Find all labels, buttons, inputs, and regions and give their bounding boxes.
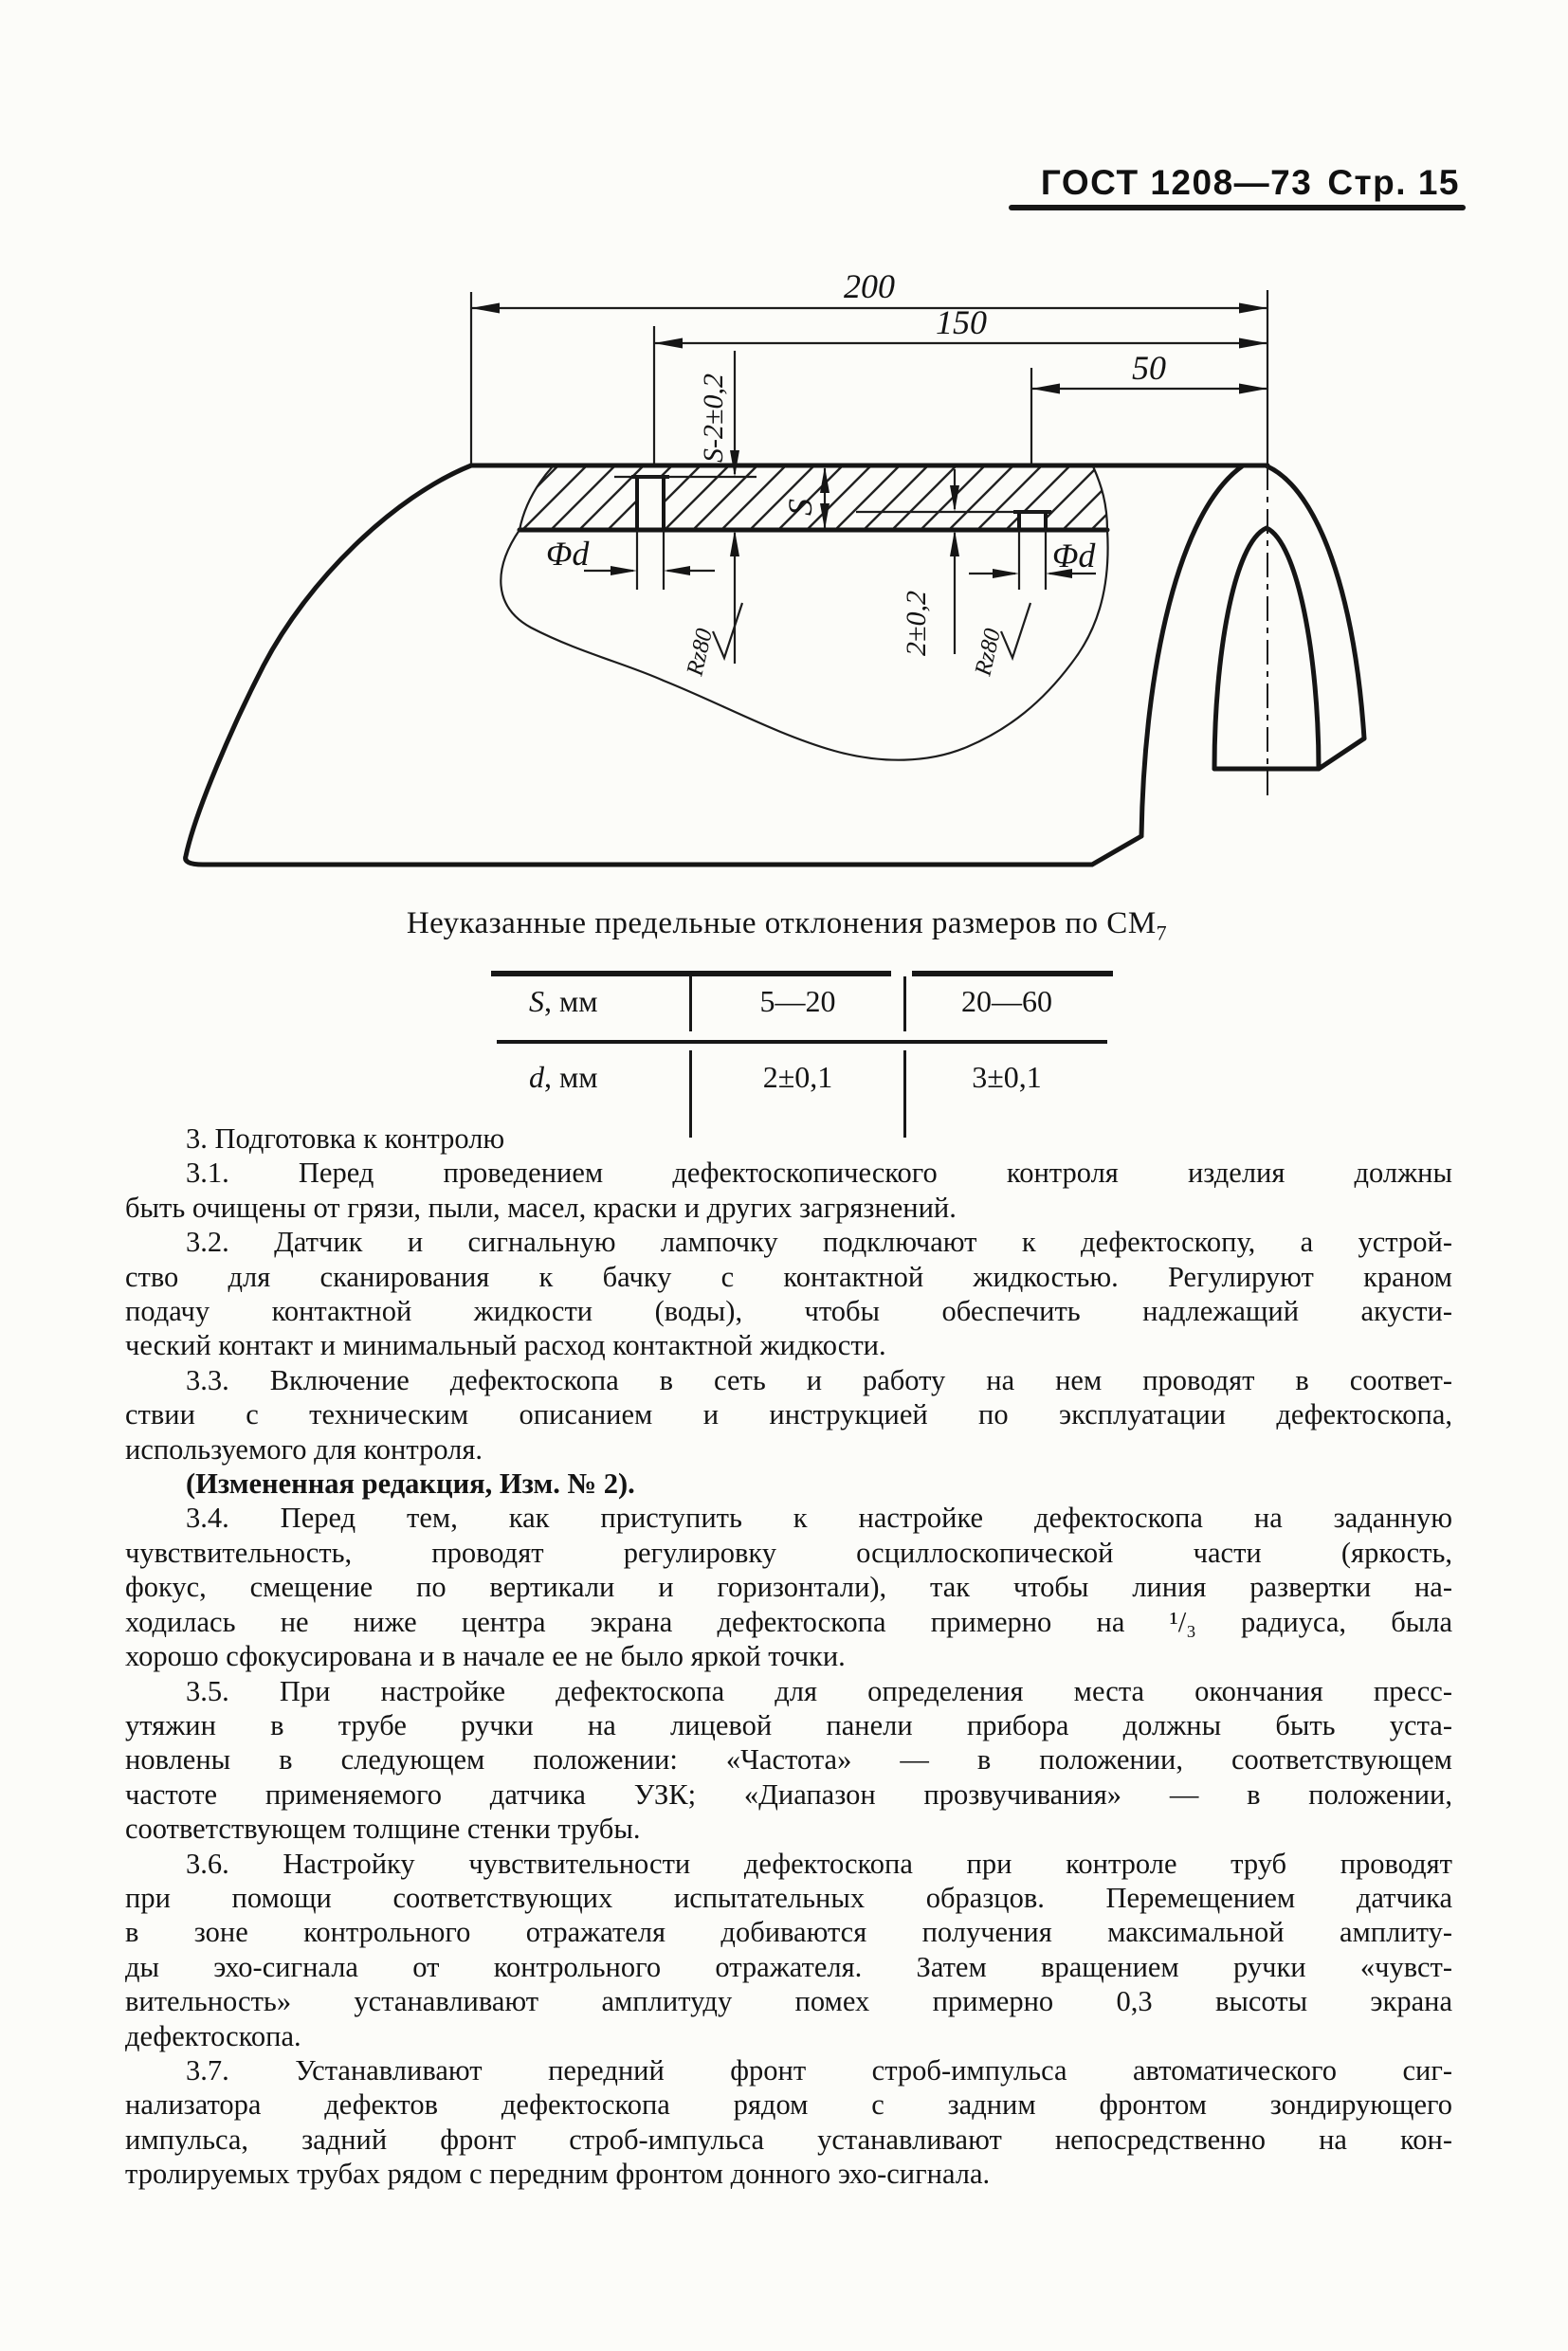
dimension-150 <box>654 303 1267 464</box>
param-s-unit: , мм <box>544 984 598 1018</box>
text-line: соответствующем толщине стенки трубы. <box>125 1813 641 1846</box>
depth-left-label: S-2±0,2 <box>698 374 729 463</box>
caption-subscript: 7 <box>1156 920 1168 945</box>
doc-number: ГОСТ 1208—73 <box>1040 163 1313 202</box>
param-d-unit: , мм <box>544 1060 598 1094</box>
text-line: хорошо сфокусирована и в начале ее не было яркой точки. <box>125 1640 846 1673</box>
text-line: 3.3. Включение дефектоскопа в сеть и работу на нем проводят в соответ- <box>186 1363 1452 1396</box>
table-cell-d-value2: 3±0,1 <box>972 1060 1042 1094</box>
text-line: чувствительность, проводят регулировку осциллоскопической части (яркость, <box>125 1536 1452 1569</box>
drawing-caption <box>123 906 1450 946</box>
text-line: тролируемых трубах рядом с передним фронтом донного эхо-сигнала. <box>125 2158 991 2191</box>
text-line: 3.6. Настройку чувствительности дефектоскопа при контроле труб проводят <box>186 1847 1452 1880</box>
text-line: 3.4. Перед тем, как приступить к настройке дефектоскопа на заданную <box>186 1502 1452 1535</box>
text-line: быть очищены от грязи, пыли, масел, краски и других загрязнений. <box>125 1191 957 1224</box>
page-number: Стр. 15 <box>1327 163 1460 202</box>
text-line: подачу контактной жидкости (воды), чтобы обеспечить надлежащий акусти- <box>125 1295 1452 1328</box>
body-text <box>125 1121 1452 2192</box>
text-line: фокус, смещение по вертикали и горизонтали), так чтобы линия развертки на- <box>125 1571 1452 1604</box>
text-line: вительность» устанавливают амплитуду помех примерно 0,3 высоты экрана <box>125 1985 1452 2018</box>
wall-thickness-label: S <box>781 499 819 516</box>
text-line: ды эхо-сигнала от контрольного отражателя. Затем вращением ручки «чувст- <box>125 1950 1452 1983</box>
caption-text: Неуказанные предельные отклонения размеров по СМ <box>406 906 1157 940</box>
text-line: ческий контакт и минимальный расход контактной жидкости. <box>125 1329 886 1362</box>
text-line: ходилась не ниже центра экрана дефектоскопа примерно на ¹/₃ радиуса, была <box>125 1605 1452 1638</box>
dim-200-label: 200 <box>844 267 895 305</box>
table-cell-d-value1: 2±0,1 <box>762 1060 833 1094</box>
roughness-right-label: Rz80 <box>970 626 1007 679</box>
text-line: нализатора дефектов дефектоскопа рядом с задним фронтом зондирующего <box>125 2088 1452 2122</box>
table-cell-s-range2: 20—60 <box>961 984 1052 1018</box>
dimension-hole-dia-right <box>969 537 1096 578</box>
dim-150-label: 150 <box>936 303 987 341</box>
text-line: используемого для контроля. <box>125 1432 483 1466</box>
text-line: (Измененная редакция, Изм. № 2). <box>186 1467 635 1501</box>
text-line: 3.5. При настройке дефектоскопа для определения места окончания пресс- <box>186 1674 1452 1707</box>
dimension-hole-dia-left <box>546 535 715 575</box>
text-line: при помощи соответствующих испытательных образцов. Перемещением датчика <box>125 1881 1452 1914</box>
dim-50-label: 50 <box>1132 349 1166 387</box>
text-line: 3.7. Устанавливают передний фронт строб-импульса автоматического сиг- <box>186 2053 1452 2087</box>
text-line: 3.2. Датчик и сигнальную лампочку подключают к дефектоскопу, а устрой- <box>186 1226 1452 1259</box>
text-line: ствии с техническим описанием и инструкцией по эксплуатации дефектоскопа, <box>125 1398 1452 1431</box>
hole-dia-right-label: Φd <box>1052 537 1096 574</box>
param-d-symbol: d <box>529 1060 544 1094</box>
hole-dia-left-label: Φd <box>546 535 590 573</box>
text-line: новлены в следующем положении: «Частота» — в положении, соответствующем <box>125 1743 1452 1777</box>
text-line: в зоне контрольного отражателя добиваются получения максимальной амплиту- <box>125 1916 1452 1949</box>
table-cell-s-range1: 5—20 <box>759 984 836 1018</box>
parameters-table <box>497 971 1107 1132</box>
roughness-left-label: Rz80 <box>682 626 719 679</box>
depth-right-label: 2±0,2 <box>901 591 932 656</box>
table-top-rule-right <box>912 971 1113 976</box>
table-row-param-s <box>529 984 598 1019</box>
table-mid-rule <box>497 1040 1107 1044</box>
text-line: дефектоскопа. <box>125 2019 301 2052</box>
text-line: 3.1. Перед проведением дефектоскопического контроля изделия должны <box>186 1157 1452 1190</box>
text-line: ство для сканирования к бачку с контактной жидкостью. Регулируют краном <box>125 1260 1452 1293</box>
param-s-symbol: S <box>529 984 544 1018</box>
dimension-50 <box>1031 349 1267 464</box>
text-line: утяжин в трубе ручки на лицевой панели прибора должны быть уста- <box>125 1708 1452 1741</box>
table-row-param-d <box>529 1060 598 1095</box>
text-line: импульса, задний фронт строб-импульса устанавливают непосредственно на кон- <box>125 2123 1452 2156</box>
text-line: частоте применяемого датчика УЗК; «Диапазон прозвучивания» — в положении, <box>125 1777 1452 1811</box>
technical-drawing <box>0 0 1568 948</box>
text-line: 3. Подготовка к контролю <box>186 1122 505 1155</box>
